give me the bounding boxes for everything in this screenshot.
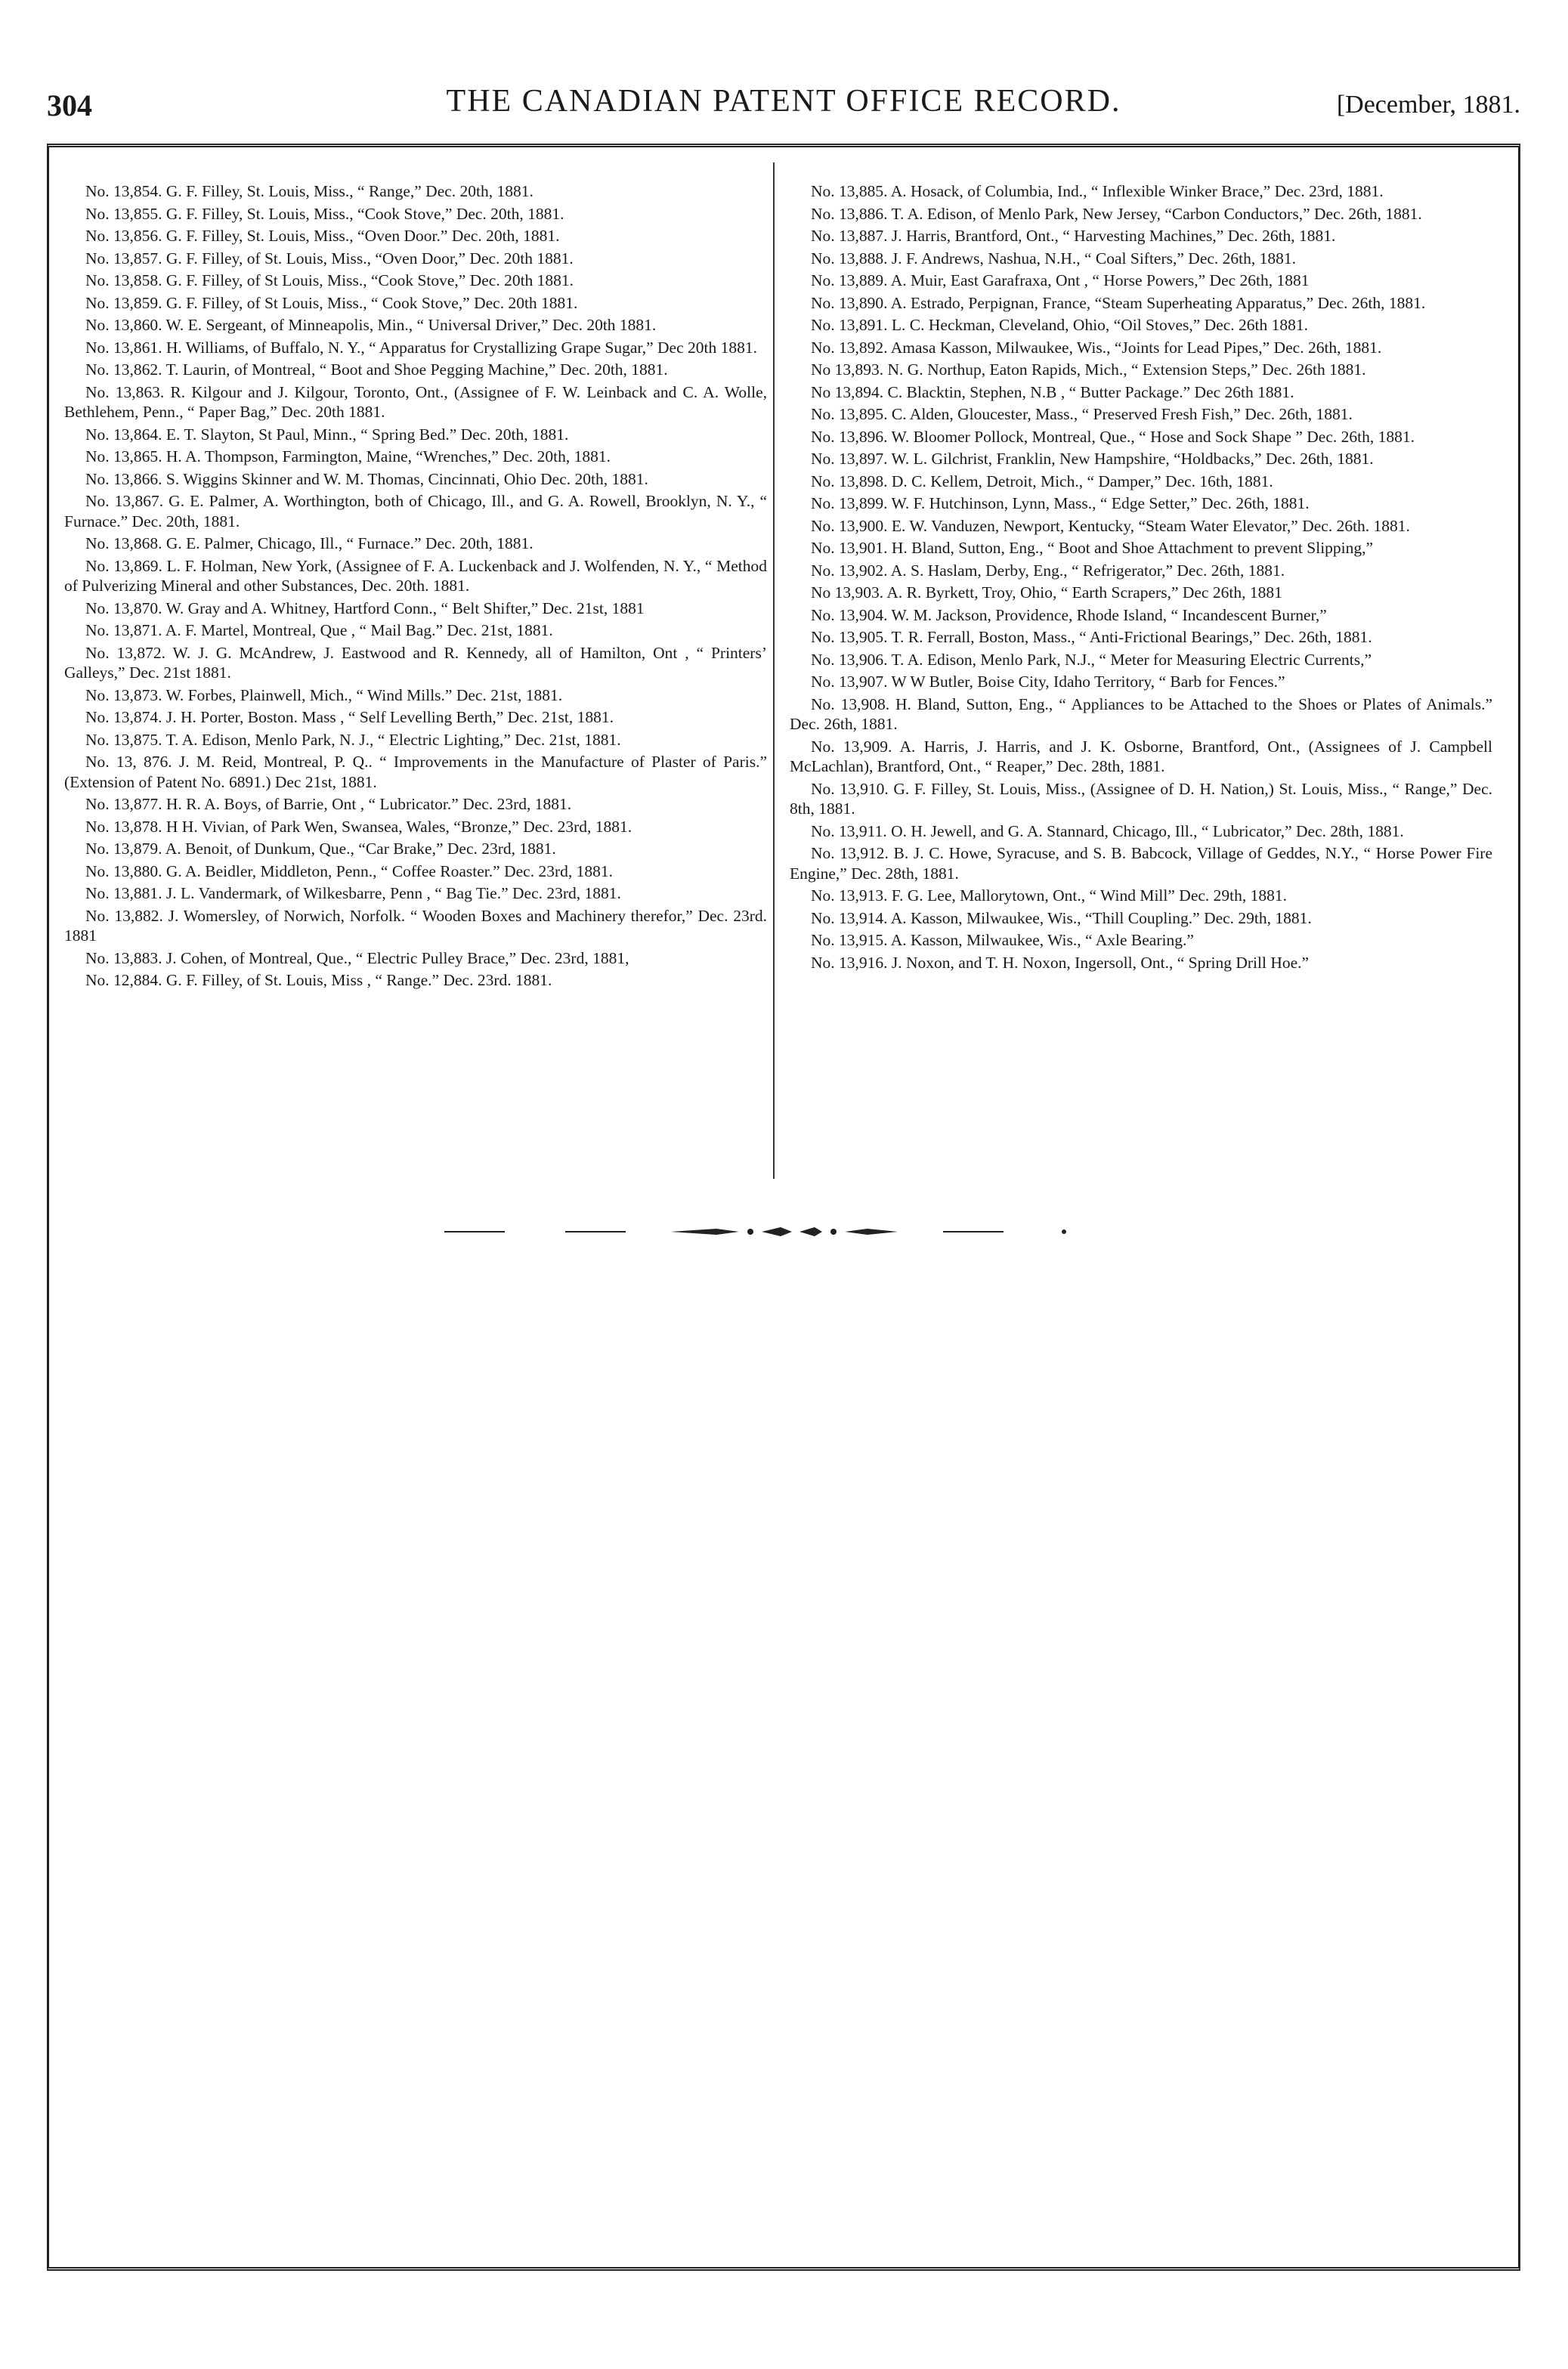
ornamental-rule <box>0 1224 1568 1243</box>
patent-entry: No. 13,867. G. E. Palmer, A. Worthington, both of Chicago, Ill., and G. A. Rowell, Brooklyn, N. Y., “ Furnace.” Dec. 20th, 1881. <box>64 492 767 530</box>
patent-entry: No. 13,857. G. F. Filley, of St. Louis, Miss., “Oven Door,” Dec. 20th 1881. <box>85 249 574 268</box>
patent-entry: No. 13,879. A. Benoit, of Dunkum, Que., “Car Brake,” Dec. 23rd, 1881. <box>85 840 556 858</box>
patent-entry: No. 13,874. J. H. Porter, Boston. Mass , “ Self Levelling Berth,” Dec. 21st, 1881. <box>85 708 614 726</box>
patent-entry: No 13,903. A. R. Byrkett, Troy, Ohio, “ Earth Scrapers,” Dec 26th, 1881 <box>811 583 1282 602</box>
patent-entry: No. 13,863. R. Kilgour and J. Kilgour, Toronto, Ont., (Assignee of F. W. Leinback and C. A. Wolle, Bethlehem, Penn., “ Paper Bag,” Dec. 20th 1881. <box>64 382 767 421</box>
patent-entry: No. 13,858. G. F. Filley, of St Louis, Miss., “Cook Stove,” Dec. 20th 1881. <box>85 271 574 289</box>
patent-entry: No. 13,904. W. M. Jackson, Providence, Rhode Island, “ Incandescent Burner,” <box>811 605 1327 624</box>
patent-entry: No. 13,898. D. C. Kellem, Detroit, Mich., “ Damper,” Dec. 16th, 1881. <box>811 472 1273 490</box>
patent-entry: No 13,894. C. Blacktin, Stephen, N.B , “ Butter Package.” Dec 26th 1881. <box>811 382 1294 401</box>
patent-entry: No. 13,875. T. A. Edison, Menlo Park, N. J., “ Electric Lighting,” Dec. 21st, 1881. <box>85 730 621 749</box>
patent-entry: No. 13,899. W. F. Hutchinson, Lynn, Mass., “ Edge Setter,” Dec. 26th, 1881. <box>811 494 1310 512</box>
patent-entry: No. 13,870. W. Gray and A. Whitney, Hartford Conn., “ Belt Shifter,” Dec. 21st, 1881 <box>85 598 645 617</box>
patent-entry: No. 13,865. H. A. Thompson, Farmington, Maine, “Wrenches,” Dec. 20th, 1881. <box>85 447 611 465</box>
patent-entry: No. 13,907. W W Butler, Boise City, Idaho Territory, “ Barb for Fences.” <box>811 673 1285 691</box>
issue-date: [December, 1881. <box>1336 91 1520 119</box>
column-divider <box>773 162 775 1179</box>
patent-entry: No. 13,887. J. Harris, Brantford, Ont., “ Harvesting Machines,” Dec. 26th, 1881. <box>811 227 1336 245</box>
patent-entry: No. 13,900. E. W. Vanduzen, Newport, Kentucky, “Steam Water Elevator,” Dec. 26th. 1881. <box>811 516 1410 535</box>
patent-entry: No. 13,905. T. R. Ferrall, Boston, Mass., “ Anti-Frictional Bearings,” Dec. 26th, 1881. <box>811 628 1372 646</box>
left-column <box>64 181 767 993</box>
patent-entry: No. 13,902. A. S. Haslam, Derby, Eng., “ Refrigerator,” Dec. 26th, 1881. <box>811 561 1285 580</box>
patent-entry: No. 13,901. H. Bland, Sutton, Eng., “ Boot and Shoe Attachment to prevent Slipping,” <box>811 539 1374 557</box>
patent-entry: No. 13,880. G. A. Beidler, Middleton, Penn., “ Coffee Roaster.” Dec. 23rd, 1881. <box>85 861 613 880</box>
patent-entry: No. 13,886. T. A. Edison, of Menlo Park, New Jersey, “Carbon Conductors,” Dec. 26th, 1881. <box>811 204 1422 223</box>
patent-entry: No. 13,881. J. L. Vandermark, of Wilkesbarre, Penn , “ Bag Tie.” Dec. 23rd, 1881. <box>85 884 621 902</box>
patent-entry: No. 13,859. G. F. Filley, of St Louis, Miss., “ Cook Stove,” Dec. 20th 1881. <box>85 293 578 312</box>
patent-entry: No. 13,909. A. Harris, J. Harris, and J. K. Osborne, Brantford, Ont., (Assignees of J. Campbell McLachlan), Brantford, Ont., “ Reaper,” Dec. 28th, 1881. <box>790 737 1492 775</box>
patent-entry: No. 13,913. F. G. Lee, Mallorytown, Ont., “ Wind Mill” Dec. 29th, 1881. <box>811 886 1287 905</box>
patent-entry: No. 13,855. G. F. Filley, St. Louis, Miss., “Cook Stove,” Dec. 20th, 1881. <box>85 204 564 223</box>
patent-entry: No. 13,872. W. J. G. McAndrew, J. Eastwood and R. Kennedy, all of Hamilton, Ont , “ Printers’ Galleys,” Dec. 21st 1881. <box>64 643 767 682</box>
patent-entry: No. 13,871. A. F. Martel, Montreal, Que , “ Mail Bag.” Dec. 21st, 1881. <box>85 621 553 639</box>
patent-entry: No. 13,856. G. F. Filley, St. Louis, Miss., “Oven Door.” Dec. 20th, 1881. <box>85 227 560 245</box>
patent-entry: No. 12,884. G. F. Filley, of St. Louis, Miss , “ Range.” Dec. 23rd. 1881. <box>85 971 552 989</box>
patent-entry: No. 13,891. L. C. Heckman, Cleveland, Ohio, “Oil Stoves,” Dec. 26th 1881. <box>811 316 1309 334</box>
patent-entry: No. 13,861. H. Williams, of Buffalo, N. Y., “ Apparatus for Crystallizing Grape Sugar,” Dec 20th 1881. <box>85 338 757 357</box>
patent-entry: No. 13,897. W. L. Gilchrist, Franklin, New Hampshire, “Holdbacks,” Dec. 26th, 1881. <box>811 450 1374 468</box>
patent-entry: No. 13,862. T. Laurin, of Montreal, “ Boot and Shoe Pegging Machine,” Dec. 20th, 1881. <box>85 360 668 379</box>
patent-entry: No. 13,866. S. Wiggins Skinner and W. M. Thomas, Cincinnati, Ohio Dec. 20th, 1881. <box>85 469 648 488</box>
patent-entry: No. 13,864. E. T. Slayton, St Paul, Minn., “ Spring Bed.” Dec. 20th, 1881. <box>85 425 569 444</box>
patent-entry: No 13,893. N. G. Northup, Eaton Rapids, Mich., “ Extension Steps,” Dec. 26th 1881. <box>811 360 1366 379</box>
patent-entry: No. 13,906. T. A. Edison, Menlo Park, N.J., “ Meter for Measuring Electric Currents,” <box>811 650 1372 669</box>
patent-entry: No. 13,882. J. Womersley, of Norwich, Norfolk. “ Wooden Boxes and Machinery therefor,” Dec. 23rd. 1881 <box>64 906 767 945</box>
patent-entry: No. 13,877. H. R. A. Boys, of Barrie, Ont , “ Lubricator.” Dec. 23rd, 1881. <box>85 795 572 813</box>
patent-entry: No. 13,878. H H. Vivian, of Park Wen, Swansea, Wales, “Bronze,” Dec. 23rd, 1881. <box>85 817 632 836</box>
patent-entry: No. 13,912. B. J. C. Howe, Syracuse, and S. B. Babcock, Village of Geddes, N.Y., “ Horse Power Fire Engine,” Dec. 28th, 1881. <box>790 844 1492 883</box>
patent-entry: No. 13,883. J. Cohen, of Montreal, Que., “ Electric Pulley Brace,” Dec. 23rd, 1881, <box>85 948 629 967</box>
right-column <box>790 181 1492 975</box>
patent-entry: No. 13,854. G. F. Filley, St. Louis, Miss., “ Range,” Dec. 20th, 1881. <box>85 182 533 200</box>
patent-entry: No. 13,896. W. Bloomer Pollock, Montreal, Que., “ Hose and Sock Shape ” Dec. 26th, 1881. <box>811 427 1415 446</box>
patent-entry: No. 13,869. L. F. Holman, New York, (Assignee of F. A. Luckenback and J. Wolfenden, N. Y., “ Method of Pulverizing Mineral and other Substances, Dec. 20th. 1881. <box>64 556 767 595</box>
patent-entry: No. 13,908. H. Bland, Sutton, Eng., “ Appliances to be Attached to the Shoes or Plates of Animals.” Dec. 26th, 1881. <box>790 694 1492 733</box>
patent-entry: No. 13,915. A. Kasson, Milwaukee, Wis., “ Axle Bearing.” <box>811 931 1194 949</box>
patent-entry: No. 13,860. W. E. Sergeant, of Minneapolis, Min., “ Universal Driver,” Dec. 20th 1881. <box>85 316 657 334</box>
patent-entry: No. 13,885. A. Hosack, of Columbia, Ind., “ Inflexible Winker Brace,” Dec. 23rd, 1881. <box>811 182 1384 200</box>
journal-title: THE CANADIAN PATENT OFFICE RECORD. <box>446 84 1121 119</box>
patent-entry: No. 13,892. Amasa Kasson, Milwaukee, Wis., “Joints for Lead Pipes,” Dec. 26th, 1881. <box>811 338 1382 357</box>
patent-entry: No. 13,890. A. Estrado, Perpignan, France, “Steam Superheating Apparatus,” Dec. 26th, 1881. <box>811 293 1426 312</box>
page-number: 304 <box>47 88 92 122</box>
patent-entry: No. 13,889. A. Muir, East Garafraxa, Ont , “ Horse Powers,” Dec 26th, 1881 <box>811 271 1310 289</box>
page-header <box>47 83 1520 136</box>
patent-entry: No. 13,895. C. Alden, Gloucester, Mass., “ Preserved Fresh Fish,” Dec. 26th, 1881. <box>811 405 1353 423</box>
patent-entry: No. 13,868. G. E. Palmer, Chicago, Ill., “ Furnace.” Dec. 20th, 1881. <box>85 534 533 552</box>
patent-entry: No. 13,914. A. Kasson, Milwaukee, Wis., “Thill Coupling.” Dec. 29th, 1881. <box>811 908 1312 927</box>
patent-entry: No. 13,910. G. F. Filley, St. Louis, Miss., (Assignee of D. H. Nation,) St. Louis, Miss., “ Range,” Dec. 8th, 1881. <box>790 779 1492 818</box>
patent-entry: No. 13,916. J. Noxon, and T. H. Noxon, Ingersoll, Ont., “ Spring Drill Hoe.” <box>811 953 1310 972</box>
patent-entry: No. 13,888. J. F. Andrews, Nashua, N.H., “ Coal Sifters,” Dec. 26th, 1881. <box>811 249 1297 268</box>
patent-entry: No. 13,873. W. Forbes, Plainwell, Mich., “ Wind Mills.” Dec. 21st, 1881. <box>85 685 563 704</box>
patent-entry: No. 13,911. O. H. Jewell, and G. A. Stannard, Chicago, Ill., “ Lubricator,” Dec. 28th, 1881. <box>811 821 1404 840</box>
patent-entry: No. 13, 876. J. M. Reid, Montreal, P. Q.. “ Improvements in the Manufacture of Plaster of Paris.” (Extension of Patent No. 6891.) Dec 21st, 1881. <box>64 753 767 791</box>
ornament-icon <box>444 1224 1124 1239</box>
